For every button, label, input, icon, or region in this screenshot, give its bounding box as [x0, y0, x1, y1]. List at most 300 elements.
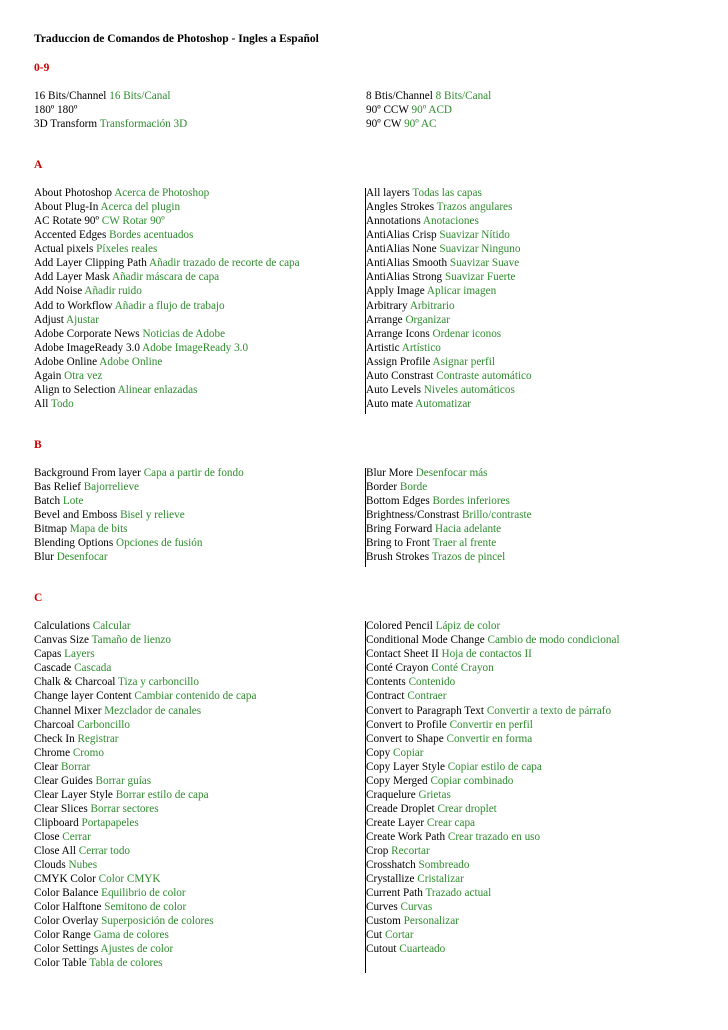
spanish-translation: Suavizar Nítido [439, 229, 510, 242]
english-term: Craquelure [366, 788, 416, 801]
english-term: 90º CW [366, 118, 402, 131]
term-entry [366, 327, 704, 341]
term-entry [366, 760, 704, 774]
spanish-translation: Contenido [408, 676, 456, 689]
english-term: Convert to Profile [366, 718, 447, 731]
spanish-translation: Recortar [391, 844, 430, 857]
term-entry [34, 774, 366, 788]
english-term: Adjust [34, 313, 64, 326]
english-term: Chalk & Charcoal [34, 676, 116, 689]
term-entry [366, 103, 704, 117]
term-entry [34, 760, 366, 774]
spanish-translation: Portapapeles [81, 816, 139, 829]
spanish-translation: Cerrar [62, 830, 91, 843]
term-entry [366, 270, 704, 284]
english-term: Again [34, 369, 62, 382]
term-entry [366, 858, 704, 872]
english-term: Convert to Paragraph Text [366, 704, 485, 717]
english-term: Accented Edges [34, 229, 107, 242]
english-term: About Plug-In [34, 201, 99, 214]
term-entry [366, 299, 704, 313]
spanish-translation: 90º AC [404, 118, 437, 131]
term-entry [34, 89, 366, 103]
spanish-translation: Calcular [92, 620, 131, 633]
term-entry [34, 844, 366, 858]
spanish-translation: Anotaciones [422, 215, 479, 228]
spanish-translation: Noticias de Adobe [142, 327, 226, 340]
english-term: Close [34, 830, 60, 843]
term-entry [366, 872, 704, 886]
left-column [34, 186, 366, 411]
spanish-translation: 8 Bits/Canal [435, 90, 492, 102]
english-term: Creade Droplet [366, 802, 435, 815]
term-entry [366, 718, 704, 732]
term-entry [366, 89, 704, 103]
english-term: Batch [34, 494, 61, 507]
spanish-translation: Bordes inferiores [432, 494, 510, 507]
english-term: Brush Strokes [366, 551, 430, 564]
term-entry [34, 675, 366, 689]
term-entry [366, 830, 704, 844]
english-term: Current Path [366, 887, 423, 900]
spanish-translation: Crear capa [426, 816, 476, 829]
english-term: Contract [366, 690, 405, 703]
english-term: Adobe Corporate News [34, 327, 140, 340]
english-term: Annotations [366, 215, 421, 228]
term-entry [34, 117, 366, 131]
spanish-translation: 180º [57, 104, 78, 117]
term-entry [366, 214, 704, 228]
english-term: Contents [366, 676, 406, 689]
english-term: Create Layer [366, 816, 425, 829]
term-entry [34, 732, 366, 746]
spanish-translation: Cambio de modo condicional [487, 634, 620, 647]
spanish-translation: Bajorrelieve [83, 480, 140, 493]
english-term: Crystallize [366, 873, 415, 886]
spanish-translation: Gama de colores [93, 929, 169, 942]
english-term: Crosshatch [366, 859, 416, 872]
term-entry [366, 117, 704, 131]
spanish-translation: Personalizar [403, 915, 459, 928]
spanish-translation: Mezclador de canales [104, 704, 202, 717]
term-entry [34, 619, 366, 633]
english-term: Color Balance [34, 887, 99, 900]
english-term: Adobe ImageReady 3.0 [34, 341, 140, 354]
spanish-translation: Otra vez [64, 369, 103, 382]
section-c [34, 591, 704, 970]
english-term: 8 Btis/Channel [366, 90, 433, 102]
term-entry [366, 942, 704, 956]
spanish-translation: Semitono de color [104, 901, 187, 914]
term-entry [34, 200, 366, 214]
english-term: Colored Pencil [366, 620, 433, 633]
term-entry [366, 844, 704, 858]
term-entry [34, 900, 366, 914]
english-term: Cutout [366, 943, 397, 956]
english-term: Bring Forward [366, 523, 433, 536]
spanish-translation: Lote [62, 494, 84, 507]
english-term: Custom [366, 915, 401, 928]
english-term: Blending Options [34, 537, 114, 550]
spanish-translation: Curvas [400, 901, 433, 914]
english-term: Bas Relief [34, 480, 81, 493]
term-columns [34, 619, 704, 970]
spanish-translation: Añadir máscara de capa [112, 271, 220, 284]
term-entry [366, 802, 704, 816]
term-entry [366, 704, 704, 718]
spanish-translation: Desenfocar [56, 551, 108, 564]
term-entry [34, 242, 366, 256]
spanish-translation: Trazos angulares [436, 201, 513, 214]
english-term: Color Halftone [34, 901, 102, 914]
spanish-translation: Transformación 3D [99, 118, 188, 131]
english-term: Bring to Front [366, 537, 431, 550]
term-entry [34, 256, 366, 270]
spanish-translation: Contraer [407, 690, 447, 703]
term-entry [366, 284, 704, 298]
term-entry [366, 369, 704, 383]
english-term: Conté Crayon [366, 662, 429, 675]
document-title: Traduccion de Comandos de Photoshop - Ingles a Español [34, 33, 319, 45]
spanish-translation: Nubes [68, 859, 98, 872]
term-columns [34, 466, 704, 564]
term-entry [366, 788, 704, 802]
spanish-translation: Convertir a texto de párrafo [486, 704, 612, 717]
english-term: Clear [34, 760, 59, 773]
spanish-translation: Trazado actual [425, 887, 492, 900]
spanish-translation: Adobe ImageReady 3.0 [142, 341, 249, 354]
term-entry [366, 341, 704, 355]
english-term: Canvas Size [34, 634, 89, 647]
left-column [34, 619, 366, 970]
right-column [366, 89, 704, 131]
term-entry [366, 256, 704, 270]
english-term: Clouds [34, 859, 66, 872]
term-entry [34, 550, 366, 564]
term-entry [34, 886, 366, 900]
english-term: Add Noise [34, 285, 83, 298]
english-term: Assign Profile [366, 355, 431, 368]
term-entry [34, 718, 366, 732]
english-term: AC Rotate 90º [34, 215, 99, 228]
term-entry [34, 802, 366, 816]
english-term: Arbitrary [366, 299, 408, 312]
spanish-translation: Grietas [418, 788, 451, 801]
term-entry [366, 689, 704, 703]
english-term: Clear Guides [34, 774, 93, 787]
term-entry [34, 522, 366, 536]
spanish-translation: Cortar [384, 929, 414, 942]
spanish-translation: Color CMYK [98, 873, 161, 886]
english-term: Align to Selection [34, 383, 116, 396]
english-term: About Photoshop [34, 187, 113, 200]
spanish-translation: Organizar [405, 313, 450, 326]
english-term: Bevel and Emboss [34, 509, 118, 522]
term-entry [366, 466, 704, 480]
spanish-translation: Acerca de Photoshop [114, 187, 210, 200]
spanish-translation: Suavizar Fuerte [444, 271, 516, 284]
section-a [34, 158, 704, 411]
term-entry [34, 633, 366, 647]
spanish-translation: Bisel y relieve [120, 509, 185, 522]
english-term: Apply Image [366, 285, 425, 298]
spanish-translation: Copiar [393, 746, 424, 759]
term-entry [34, 214, 366, 228]
spanish-translation: Opciones de fusión [116, 537, 203, 550]
english-term: Color Range [34, 929, 91, 942]
term-entry [366, 661, 704, 675]
spanish-translation: Sombreado [418, 859, 470, 872]
spanish-translation: Acerca del plugin [100, 201, 181, 214]
term-entry [34, 914, 366, 928]
spanish-translation: Tiza y carboncillo [118, 676, 200, 689]
english-term: Arrange Icons [366, 327, 430, 340]
english-term: Copy [366, 746, 391, 759]
spanish-translation: Todo [50, 397, 74, 410]
english-term: Artistic [366, 341, 400, 354]
spanish-translation: Hacia adelante [434, 523, 502, 536]
term-entry [366, 186, 704, 200]
english-term: Contact Sheet II [366, 648, 439, 661]
english-term: Color Settings [34, 943, 99, 956]
spanish-translation: Borrar estilo de capa [115, 788, 209, 801]
spanish-translation: Borrar [61, 760, 91, 773]
spanish-translation: Cambiar contenido de capa [134, 690, 257, 703]
english-term: Crop [366, 844, 389, 857]
spanish-translation: Lápiz de color [435, 620, 501, 633]
english-term: CMYK Color [34, 873, 96, 886]
english-term: Background From layer [34, 466, 141, 479]
term-entry [34, 284, 366, 298]
spanish-translation: Añadir ruido [84, 285, 142, 298]
spanish-translation: Traer al frente [432, 537, 497, 550]
spanish-translation: Añadir trazado de recorte de capa [148, 257, 300, 270]
english-term: Cut [366, 929, 383, 942]
spanish-translation: Cuarteado [399, 943, 446, 956]
term-entry [34, 369, 366, 383]
term-entry [366, 886, 704, 900]
term-entry [366, 928, 704, 942]
spanish-translation: Añadir a flujo de trabajo [114, 299, 225, 312]
english-term: Charcoal [34, 718, 75, 731]
spanish-translation: Cascada [74, 662, 112, 675]
spanish-translation: Trazos de pincel [431, 551, 506, 564]
english-term: Create Work Path [366, 830, 446, 843]
english-term: Calculations [34, 620, 90, 633]
spanish-translation: Registrar [77, 732, 119, 745]
english-term: Change layer Content [34, 690, 132, 703]
english-term: AntiAlias Strong [366, 271, 443, 284]
english-term: 3D Transform [34, 118, 98, 131]
spanish-translation: Carboncillo [77, 718, 131, 731]
term-entry [34, 270, 366, 284]
term-columns [34, 89, 704, 131]
spanish-translation: Conté Crayon [431, 662, 494, 675]
section-letter: 0-9 [34, 62, 50, 74]
section-0-9 [34, 61, 704, 131]
term-entry [34, 858, 366, 872]
spanish-translation: Ajustar [66, 313, 99, 326]
section-b [34, 438, 704, 564]
term-entry [366, 313, 704, 327]
spanish-translation: Suavizar Suave [449, 257, 520, 270]
spanish-translation: Desenfocar más [415, 466, 488, 479]
english-term: Capas [34, 648, 62, 661]
spanish-translation: Asignar perfil [432, 355, 495, 368]
english-term: Blur More [366, 466, 413, 479]
english-term: Convert to Shape [366, 732, 444, 745]
english-term: AntiAlias None [366, 243, 437, 256]
term-entry [34, 872, 366, 886]
english-term: Color Table [34, 957, 87, 970]
term-entry [366, 633, 704, 647]
right-column [366, 186, 704, 411]
term-entry [366, 816, 704, 830]
column-divider [365, 468, 366, 567]
english-term: Add to Workflow [34, 299, 113, 312]
spanish-translation: Tabla de colores [89, 957, 163, 970]
english-term: Copy Layer Style [366, 760, 445, 773]
english-term: Cascade [34, 662, 72, 675]
term-entry [34, 299, 366, 313]
term-entry [34, 830, 366, 844]
spanish-translation: Convertir en perfil [449, 718, 533, 731]
term-entry [34, 383, 366, 397]
spanish-translation: Píxeles reales [96, 243, 158, 256]
spanish-translation: Crear droplet [437, 802, 497, 815]
spanish-translation: Borrar guías [95, 774, 152, 787]
term-entry [34, 661, 366, 675]
term-entry [366, 647, 704, 661]
term-entry [34, 788, 366, 802]
term-entry [366, 746, 704, 760]
term-entry [34, 397, 366, 411]
spanish-translation: Bordes acentuados [109, 229, 194, 242]
spanish-translation: Automatizar [415, 397, 472, 410]
spanish-translation: 90º ACD [411, 104, 452, 117]
english-term: Auto Constrast [366, 369, 434, 382]
spanish-translation: Cerrar todo [78, 844, 131, 857]
term-entry [34, 494, 366, 508]
spanish-translation: Superposición de colores [101, 915, 214, 928]
english-term: Blur [34, 551, 54, 564]
spanish-translation: Mapa de bits [69, 523, 128, 536]
term-entry [366, 619, 704, 633]
term-entry [34, 704, 366, 718]
term-entry [34, 466, 366, 480]
term-entry [366, 397, 704, 411]
document-page [34, 32, 704, 997]
spanish-translation: 16 Bits/Canal [109, 90, 171, 102]
english-term: Clear Layer Style [34, 788, 113, 801]
section-letter: B [34, 438, 42, 451]
term-entry [34, 689, 366, 703]
term-entry [34, 956, 366, 970]
term-entry [34, 508, 366, 522]
term-entry [34, 816, 366, 830]
term-entry [34, 103, 366, 117]
english-term: Color Overlay [34, 915, 99, 928]
spanish-translation: Todas las capas [412, 187, 482, 200]
term-entry [34, 186, 366, 200]
english-term: Bottom Edges [366, 494, 430, 507]
spanish-translation: Adobe Online [99, 355, 163, 368]
term-entry [366, 508, 704, 522]
term-entry [366, 914, 704, 928]
english-term: Border [366, 480, 398, 493]
english-term: Check In [34, 732, 75, 745]
term-entry [366, 900, 704, 914]
term-entry [366, 355, 704, 369]
spanish-translation: Cristalizar [417, 873, 464, 886]
term-entry [366, 675, 704, 689]
term-columns [34, 186, 704, 411]
english-term: 180º [34, 104, 55, 117]
spanish-translation: Contraste automático [436, 369, 532, 382]
term-entry [366, 200, 704, 214]
term-entry [34, 355, 366, 369]
term-entry [366, 774, 704, 788]
english-term: Auto Levels [366, 383, 421, 396]
spanish-translation: CW Rotar 90º [101, 215, 165, 228]
spanish-translation: Ajustes de color [100, 943, 174, 956]
spanish-translation: Borde [399, 480, 428, 493]
term-entry [366, 228, 704, 242]
spanish-translation: Artístico [401, 341, 441, 354]
spanish-translation: Cromo [72, 746, 104, 759]
term-entry [366, 732, 704, 746]
english-term: Brightness/Constrast [366, 509, 460, 522]
english-term: Channel Mixer [34, 704, 102, 717]
spanish-translation: Arbitrario [409, 299, 455, 312]
spanish-translation: Copiar combinado [430, 774, 514, 787]
term-entry [34, 746, 366, 760]
english-term: Add Layer Clipping Path [34, 257, 147, 270]
english-term: Add Layer Mask [34, 271, 110, 284]
english-term: 90º CCW [366, 104, 409, 117]
left-column [34, 466, 366, 564]
term-entry [366, 242, 704, 256]
spanish-translation: Convertir en forma [446, 732, 533, 745]
spanish-translation: Tamaño de lienzo [91, 634, 171, 647]
english-term: Actual pixels [34, 243, 94, 256]
english-term: Angles Strokes [366, 201, 435, 214]
spanish-translation: Brillo/contraste [462, 509, 532, 522]
term-entry [366, 494, 704, 508]
right-column [366, 619, 704, 970]
english-term: All [34, 397, 49, 410]
spanish-translation: Crear trazado en uso [447, 830, 541, 843]
term-entry [34, 228, 366, 242]
term-entry [34, 647, 366, 661]
column-divider [365, 621, 366, 973]
spanish-translation: Ordenar iconos [432, 327, 502, 340]
english-term: Clipboard [34, 816, 79, 829]
english-term: Bitmap [34, 523, 67, 536]
spanish-translation: Niveles automáticos [423, 383, 515, 396]
term-entry [34, 928, 366, 942]
term-entry [366, 522, 704, 536]
right-column [366, 466, 704, 564]
term-entry [366, 536, 704, 550]
spanish-translation: Alinear enlazadas [117, 383, 198, 396]
sections-container [34, 61, 704, 970]
spanish-translation: Borrar sectores [90, 802, 159, 815]
section-letter: C [34, 592, 43, 605]
english-term: All layers [366, 187, 410, 200]
term-entry [34, 327, 366, 341]
spanish-translation: Aplicar imagen [426, 285, 497, 298]
